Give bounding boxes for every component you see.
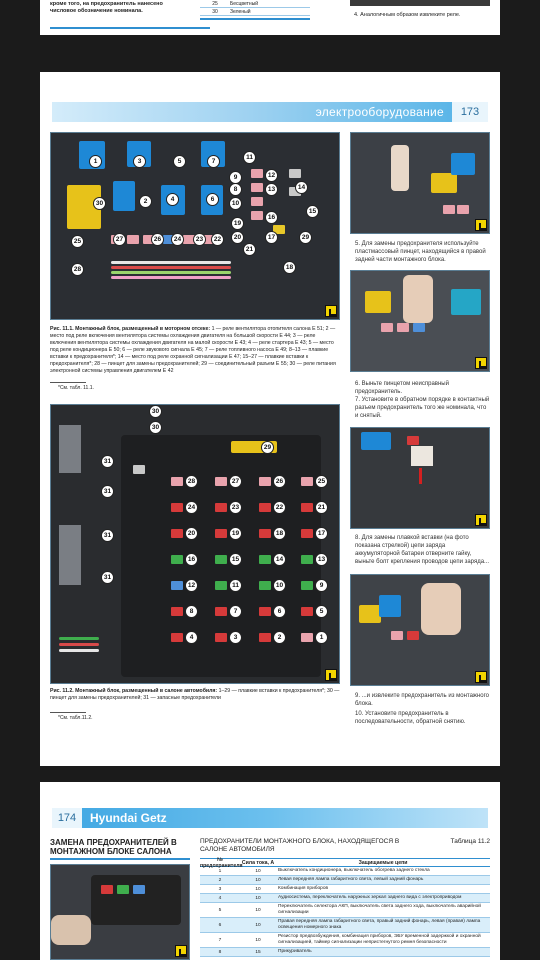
fuse bbox=[301, 581, 313, 590]
caption-title: Рис. 11.1. Монтажный блок, размещенный в моторном отсеке: bbox=[50, 326, 211, 332]
cell-color: Зеленый bbox=[230, 8, 251, 15]
page-174 bbox=[40, 782, 500, 960]
connector bbox=[59, 525, 81, 585]
table-title: ПРЕДОХРАНИТЕЛИ МОНТАЖНОГО БЛОКА, НАХОДЯЩЕГОСЯ В САЛОНЕ АВТОМОБИЛЯ bbox=[200, 838, 400, 853]
fuse bbox=[397, 323, 409, 332]
divider bbox=[50, 712, 86, 713]
relay bbox=[365, 291, 391, 313]
fuse bbox=[171, 503, 183, 512]
fuse bbox=[171, 555, 183, 564]
step-text: 4. Аналогичным образом извлеките реле. bbox=[354, 12, 461, 18]
text-fragment bbox=[50, 1, 210, 15]
figure-caption bbox=[50, 326, 340, 375]
hand bbox=[391, 145, 409, 191]
callout-label: 1 bbox=[89, 155, 102, 168]
wire-harness bbox=[59, 637, 99, 640]
footnote: *См. табл. 11.1. bbox=[58, 385, 94, 391]
hand bbox=[421, 583, 461, 635]
step-text: 8. Для замены плавкой вставки (на фото показана стрелкой) цепи заряда аккумуляторной батареи отверните гайку, выньте болт крепления проводов цепи заряда... bbox=[355, 535, 490, 565]
engine-fuse-block-photo bbox=[50, 132, 340, 320]
callout-label: 18 bbox=[283, 261, 296, 274]
cell-circuits: Переключатель селектора АКП, выключатель света заднего хода, выключатель аварийной сигнализации bbox=[278, 904, 481, 915]
page-number: 173 bbox=[452, 102, 488, 122]
fuse bbox=[301, 477, 313, 486]
fuse bbox=[127, 235, 139, 244]
callout-label: 22 bbox=[273, 501, 286, 514]
callout-label: 25 bbox=[71, 235, 84, 248]
fuse bbox=[259, 607, 271, 616]
callout-label: 13 bbox=[265, 183, 278, 196]
table-row bbox=[200, 933, 490, 948]
callout-label: 31 bbox=[101, 571, 114, 584]
callout-label: 25 bbox=[315, 475, 328, 488]
callout-label: 22 bbox=[211, 233, 224, 246]
relay bbox=[451, 153, 475, 175]
fusible-link bbox=[411, 446, 433, 466]
callout-label: 9 bbox=[315, 579, 328, 592]
step-text: 7. Установите в обратном порядке в контактный разъем предохранитель того же номинала, что и снятый. bbox=[355, 397, 490, 419]
text-line: кроме того, на предохранитель нанесено bbox=[50, 1, 163, 7]
table-row bbox=[200, 894, 490, 903]
fuse bbox=[251, 211, 263, 220]
cell-current: 10 bbox=[255, 895, 261, 901]
callout-label: 2 bbox=[139, 195, 152, 208]
book-title: Hyundai Getz bbox=[90, 811, 167, 825]
callout-label: 11 bbox=[243, 151, 256, 164]
cell-current: 10 bbox=[255, 877, 261, 883]
callout-label: 12 bbox=[265, 169, 278, 182]
fuse-table bbox=[200, 858, 490, 957]
divider bbox=[50, 382, 86, 383]
fuse bbox=[251, 169, 263, 178]
page-173 bbox=[40, 72, 500, 766]
cell-fuse-number: 7 bbox=[218, 937, 222, 943]
callout-label: 16 bbox=[185, 553, 198, 566]
table-row bbox=[200, 948, 490, 957]
cell-fuse-number: 5 bbox=[218, 907, 222, 913]
fuse bbox=[301, 607, 313, 616]
fuse bbox=[215, 555, 227, 564]
table-number: Таблица 11.2 bbox=[450, 838, 490, 845]
photo-fragment bbox=[350, 0, 490, 6]
fuse bbox=[301, 633, 313, 642]
table-fragment bbox=[200, 0, 310, 16]
cell-circuits: Аудиосистема, переключатель наружных зеркал заднего вида с электроприводом bbox=[278, 895, 462, 900]
fuse bbox=[171, 529, 183, 538]
fuse bbox=[301, 555, 313, 564]
fuse bbox=[259, 555, 271, 564]
text-line: числовое обозначение номинала. bbox=[50, 8, 143, 14]
callout-label: 7 bbox=[229, 605, 242, 618]
caption-body: 1 — реле вентилятора отопителя салона E 51; 2 — место под реле включения вентилятора системы охлаждения двигателя на большой скорости E 44; 3 — реле включения вентилятора системы охлаждения двигателя на малой скорости E 43; 4 — реле стартера E 43; 5 — место под реле кондиционера E 50; 6 — реле звукового сигнала E 45; 7 — реле топливного насоса E 49; 8–13 — плавкие вставки к предохранителя*; 14 — место под реле охранной сигнализации E 47; 15–27 — плавкие вставки к предохранителя*; 28 — пинцет для замены предохранителей; 29 — соединительный разъем E 55; 30 — реле питания электронной системы управления двигателем E 42 bbox=[50, 326, 336, 374]
arrow-icon bbox=[475, 219, 487, 231]
callout-label: 10 bbox=[273, 579, 286, 592]
cell-fuse-number: 8 bbox=[218, 949, 222, 955]
callout-label: 5 bbox=[173, 155, 186, 168]
arrow-icon bbox=[475, 357, 487, 369]
callout-label: 28 bbox=[71, 263, 84, 276]
relay bbox=[361, 432, 391, 450]
hand bbox=[403, 275, 433, 323]
cabin-fuse-block-photo bbox=[50, 404, 340, 684]
relay bbox=[359, 605, 381, 623]
page-fragment-top bbox=[40, 0, 500, 35]
callout-label: 27 bbox=[113, 233, 126, 246]
divider bbox=[50, 858, 190, 860]
callout-label: 30 bbox=[149, 405, 162, 418]
callout-label: 18 bbox=[273, 527, 286, 540]
callout-label: 30 bbox=[93, 197, 106, 210]
column-header: № предохранителя bbox=[200, 856, 243, 869]
fuse bbox=[413, 323, 425, 332]
cell-current: 10 bbox=[255, 886, 261, 892]
column-header: Сила тока, А bbox=[241, 859, 275, 866]
callout-label: 4 bbox=[185, 631, 198, 644]
callout-label: 1 bbox=[315, 631, 328, 644]
callout-label: 8 bbox=[185, 605, 198, 618]
fuse bbox=[215, 477, 227, 486]
callout-label: 19 bbox=[231, 217, 244, 230]
callout-label: 4 bbox=[166, 193, 179, 206]
fuse bbox=[117, 885, 129, 894]
cell-current: 15 bbox=[255, 949, 261, 955]
callout-label: 2 bbox=[273, 631, 286, 644]
step-photo-tweezers bbox=[350, 132, 490, 234]
callout-label: 14 bbox=[295, 181, 308, 194]
callout-label: 14 bbox=[273, 553, 286, 566]
table-row bbox=[200, 867, 490, 876]
fuse bbox=[259, 503, 271, 512]
step-text: 5. Для замены предохранителя используйте пластмассовый пинцет, находящийся в правой задней части монтажного блока. bbox=[355, 241, 486, 263]
wire-harness bbox=[111, 271, 231, 274]
divider bbox=[50, 27, 210, 29]
fuse bbox=[133, 885, 145, 894]
fuse bbox=[171, 607, 183, 616]
fuse bbox=[381, 323, 393, 332]
arrow-icon bbox=[325, 669, 337, 681]
fuse bbox=[391, 631, 403, 640]
callout-label: 19 bbox=[229, 527, 242, 540]
fuse bbox=[215, 633, 227, 642]
cell-circuits: Выключатель кондиционера, выключатель обогрева заднего стекла bbox=[278, 868, 430, 873]
callout-label: 31 bbox=[101, 455, 114, 468]
page-number: 174 bbox=[52, 808, 82, 828]
callout-label: 15 bbox=[306, 205, 319, 218]
fuse bbox=[289, 169, 301, 178]
step-photo-extract-fuse bbox=[350, 574, 490, 686]
fuse bbox=[301, 503, 313, 512]
callout-label: 6 bbox=[273, 605, 286, 618]
callout-label: 12 bbox=[185, 579, 198, 592]
callout-label: 31 bbox=[101, 529, 114, 542]
page-header bbox=[52, 102, 488, 122]
cell-num: 30 bbox=[212, 8, 218, 15]
divider bbox=[200, 18, 310, 20]
cell-fuse-number: 4 bbox=[218, 895, 222, 901]
cell-fuse-number: 1 bbox=[218, 868, 222, 874]
section-title: электрооборудование bbox=[315, 105, 444, 119]
callout-label: 15 bbox=[229, 553, 242, 566]
callout-label: 8 bbox=[229, 183, 242, 196]
callout-label: 29 bbox=[261, 441, 274, 454]
callout-label: 23 bbox=[193, 233, 206, 246]
arrow-icon bbox=[175, 945, 187, 957]
arrow-icon bbox=[325, 305, 337, 317]
cell-circuits: Комбинация приборов bbox=[278, 886, 329, 891]
wire-harness bbox=[111, 276, 231, 279]
cell-fuse-number: 3 bbox=[218, 886, 222, 892]
wire-harness bbox=[111, 266, 231, 269]
wire-harness bbox=[111, 261, 231, 264]
fuse bbox=[457, 205, 469, 214]
connector bbox=[59, 425, 81, 473]
fuse bbox=[133, 465, 145, 474]
arrow-icon bbox=[475, 671, 487, 683]
cell-fuse-number: 6 bbox=[218, 922, 222, 928]
callout-label: 27 bbox=[229, 475, 242, 488]
callout-label: 29 bbox=[299, 231, 312, 244]
callout-label: 10 bbox=[229, 197, 242, 210]
fuse bbox=[259, 581, 271, 590]
step-photo-fusible-link bbox=[350, 427, 490, 529]
callout-label: 23 bbox=[229, 501, 242, 514]
cell-circuits: Резистор предвозбуждения, комбинация приборов, ЭБУ временной задержкой и охранной сигнализацией, таймер сигнализации непристегнутого ремня безопасности bbox=[278, 934, 481, 945]
cell-current: 10 bbox=[255, 868, 261, 874]
fuse bbox=[259, 633, 271, 642]
step-text: 10. Установите предохранитель в последовательности, обратной снятию. bbox=[355, 711, 466, 725]
table-row bbox=[200, 8, 310, 16]
fuse bbox=[251, 183, 263, 192]
fuse bbox=[443, 205, 455, 214]
callout-label: 3 bbox=[229, 631, 242, 644]
callout-label: 26 bbox=[151, 233, 164, 246]
relay bbox=[451, 289, 481, 315]
callout-label: 26 bbox=[273, 475, 286, 488]
fuse bbox=[171, 581, 183, 590]
fuse bbox=[259, 529, 271, 538]
cell-current: 10 bbox=[255, 937, 261, 943]
cell-circuits: Правая передняя лампа габаритного света, правый задний фонарь, левая (правая) лампа освещения номерного знака bbox=[278, 919, 481, 930]
step-text: 9. ...и извлеките предохранитель из монтажного блока. bbox=[355, 693, 489, 707]
section-title: ЗАМЕНА ПРЕДОХРАНИТЕЛЕЙ В МОНТАЖНОМ БЛОКЕ САЛОНА bbox=[50, 838, 177, 856]
fuse bbox=[301, 529, 313, 538]
table-row bbox=[200, 903, 490, 918]
caption-body: 1–29 — плавкие вставки к предохранителя*; 30 — пинцет для замены предохранителей; 31 — запасные предохранители bbox=[50, 688, 340, 701]
fuse bbox=[101, 885, 113, 894]
table-row bbox=[200, 918, 490, 933]
arrow-icon bbox=[475, 514, 487, 526]
fuse bbox=[215, 607, 227, 616]
cell-circuits: Прикуриватель bbox=[278, 949, 312, 954]
callout-label: 31 bbox=[101, 485, 114, 498]
fuse bbox=[251, 197, 263, 206]
column-header: Защищаемые цепи bbox=[358, 859, 408, 866]
red-arrow-icon bbox=[419, 468, 422, 484]
cell-num: 25 bbox=[212, 0, 218, 7]
step-text: 6. Выньте пинцетом неисправный предохранитель. bbox=[355, 381, 449, 395]
callout-label: 17 bbox=[315, 527, 328, 540]
table-row bbox=[200, 885, 490, 894]
callout-label: 24 bbox=[171, 233, 184, 246]
relay bbox=[379, 595, 401, 617]
fuse bbox=[259, 477, 271, 486]
relay bbox=[431, 173, 457, 193]
fuse bbox=[171, 477, 183, 486]
table-header-row bbox=[200, 856, 490, 869]
callout-label: 7 bbox=[207, 155, 220, 168]
callout-label: 11 bbox=[229, 579, 242, 592]
cell-fuse-number: 2 bbox=[218, 877, 222, 883]
callout-label: 16 bbox=[265, 211, 278, 224]
callout-label: 28 bbox=[185, 475, 198, 488]
figure-caption bbox=[50, 688, 340, 702]
callout-label: 17 bbox=[265, 231, 278, 244]
fuse-panel bbox=[91, 875, 181, 925]
cell-current: 10 bbox=[255, 907, 261, 913]
callout-label: 13 bbox=[315, 553, 328, 566]
callout-label: 3 bbox=[133, 155, 146, 168]
wire-harness bbox=[59, 643, 99, 646]
fuse bbox=[407, 631, 419, 640]
cell-circuits: Левая передняя лампа габаритного света, левый задний фонарь bbox=[278, 877, 424, 882]
cell-color: Бесцветный bbox=[230, 0, 259, 7]
step-photo-remove-fuse bbox=[350, 270, 490, 372]
callout-label: 20 bbox=[185, 527, 198, 540]
callout-label: 30 bbox=[149, 421, 162, 434]
fuse bbox=[215, 503, 227, 512]
callout-label: 5 bbox=[315, 605, 328, 618]
callout-label: 21 bbox=[315, 501, 328, 514]
page-header bbox=[52, 808, 488, 828]
callout-label: 21 bbox=[243, 243, 256, 256]
wire-harness bbox=[59, 649, 99, 652]
cabin-fuse-photo bbox=[50, 864, 190, 960]
table-row bbox=[200, 0, 310, 8]
caption-title: Рис. 11.2. Монтажный блок, размещенный в салоне автомобиля: bbox=[50, 688, 218, 694]
fuse bbox=[215, 529, 227, 538]
hand bbox=[51, 915, 91, 945]
fuse bbox=[171, 633, 183, 642]
callout-label: 9 bbox=[229, 171, 242, 184]
footnote: *См. табл.11.2. bbox=[58, 715, 93, 721]
relay bbox=[113, 181, 135, 211]
fuse bbox=[215, 581, 227, 590]
callout-label: 20 bbox=[231, 231, 244, 244]
table-row bbox=[200, 876, 490, 885]
cell-current: 10 bbox=[255, 922, 261, 928]
callout-label: 6 bbox=[206, 193, 219, 206]
callout-label: 24 bbox=[185, 501, 198, 514]
fuse bbox=[407, 436, 419, 445]
